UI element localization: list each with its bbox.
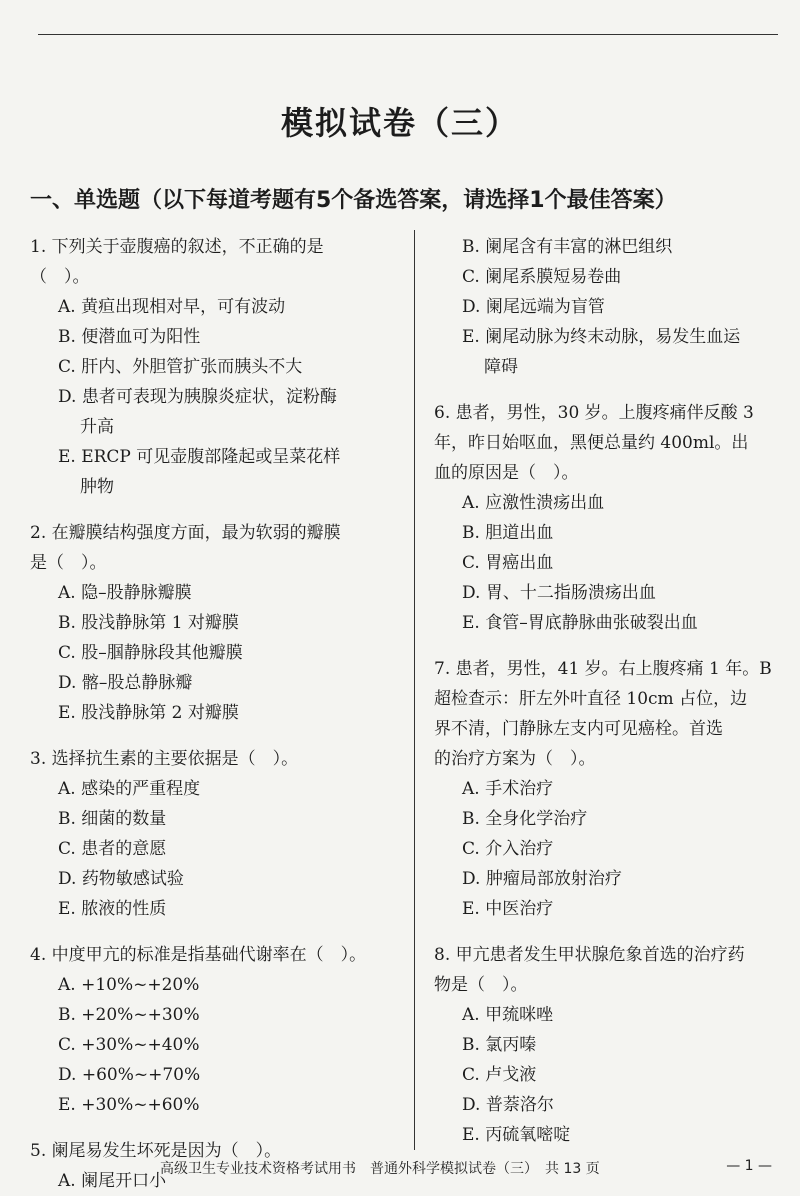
column-divider [414,230,415,1150]
answer-option: E. 丙硫氧嘧啶 [462,1125,571,1145]
question-gap [434,924,784,940]
question-stem: 是（ ）。 [30,553,107,573]
question-gap [30,728,402,744]
answer-option: E. 股浅静脉第 2 对瓣膜 [58,703,239,723]
answer-option: E. ERCP 可见壶腹部隆起或呈菜花样 [58,447,341,467]
answer-option: D. 阑尾远端为盲管 [462,297,605,317]
question-gap [434,638,784,654]
footer-book-title: 高级卫生专业技术资格考试用书 普通外科学模拟试卷（三） 共 13 页 [160,1161,600,1177]
answer-option: D. 肿瘤局部放射治疗 [462,869,622,889]
question-stem: （ ）。 [30,267,90,287]
answer-option: A. 黄疸出现相对早，可有波动 [58,297,286,317]
question-stem: 界不清，门静脉左支内可见癌栓。首选 [434,719,723,739]
answer-option: 升高 [80,417,114,437]
question-block [434,654,784,924]
section-heading: 一、单选题（以下每道考题有5个备选答案，请选择1个最佳答案） [30,188,677,213]
question-stem: 物是（ ）。 [434,975,528,995]
page-title: 模拟试卷（三） [280,104,519,142]
question-stem: 4. 中度甲亢的标准是指基础代谢率在（ ）。 [30,945,367,965]
question-block [434,398,784,638]
question-stem: 年，昨日始呕血，黑便总量约 400ml。出 [434,433,749,453]
answer-option: E. +30%~+60% [58,1095,200,1115]
question-block [30,744,402,924]
page-number: — 1 — [726,1158,772,1174]
question-stem: 7. 患者，男性，41 岁。右上腹疼痛 1 年。B [434,659,772,679]
answer-option: E. 阑尾动脉为终末动脉，易发生血运 [462,327,741,347]
answer-option: E. 食管–胃底静脉曲张破裂出血 [462,613,698,633]
answer-option: D. 药物敏感试验 [58,869,184,889]
question-block [30,518,402,728]
answer-option: C. 股–腘静脉段其他瓣膜 [58,643,243,663]
question-gap [30,924,402,940]
answer-option: C. 胃癌出血 [462,553,554,573]
answer-option: B. 氯丙嗪 [462,1035,537,1055]
question-stem: 血的原因是（ ）。 [434,463,579,483]
answer-option: B. 阑尾含有丰富的淋巴组织 [462,237,673,257]
answer-option: A. 感染的严重程度 [58,779,201,799]
answer-option: B. 细菌的数量 [58,809,167,829]
answer-option: C. 介入治疗 [462,839,554,859]
question-stem: 5. 阑尾易发生坏死是因为（ ）。 [30,1141,282,1161]
answer-option: D. 患者可表现为胰腺炎症状，淀粉酶 [58,387,337,407]
right-column [434,232,784,1150]
answer-option: C. +30%~+40% [58,1035,200,1055]
answer-option: B. +20%~+30% [58,1005,200,1025]
answer-option: C. 卢戈液 [462,1065,537,1085]
answer-option: B. 便潜血可为阳性 [58,327,201,347]
question-gap [434,382,784,398]
question-stem: 2. 在瓣膜结构强度方面，最为软弱的瓣膜 [30,523,341,543]
question-gap [30,1120,402,1136]
answer-option: C. 阑尾系膜短易卷曲 [462,267,622,287]
answer-option: E. 中医治疗 [462,899,554,919]
answer-option: D. +60%~+70% [58,1065,201,1085]
question-block [434,232,784,382]
answer-option: A. 阑尾开口小 [58,1171,167,1191]
answer-option: C. 肝内、外胆管扩张而胰头不大 [58,357,303,377]
header-rule [38,34,778,35]
answer-option: D. 胃、十二指肠溃疡出血 [462,583,656,603]
answer-option: B. 股浅静脉第 1 对瓣膜 [58,613,239,633]
answer-option: C. 患者的意愿 [58,839,167,859]
question-stem: 的治疗方案为（ ）。 [434,749,596,769]
question-block [434,940,784,1150]
answer-option: A. +10%~+20% [58,975,200,995]
answer-option: A. 应激性溃疡出血 [462,493,605,513]
question-gap [30,502,402,518]
answer-option: D. 普萘洛尔 [462,1095,554,1115]
answer-option: A. 隐–股静脉瓣膜 [58,583,192,603]
question-stem: 1. 下列关于壶腹癌的叙述，不正确的是 [30,237,324,257]
answer-option: 肿物 [80,477,114,497]
left-column [30,232,402,1196]
answer-option: A. 手术治疗 [462,779,554,799]
question-stem: 8. 甲亢患者发生甲状腺危象首选的治疗药 [434,945,745,965]
answer-option: A. 甲巯咪唑 [462,1005,554,1025]
answer-option: D. 髂–股总静脉瓣 [58,673,193,693]
question-block [30,940,402,1120]
answer-option: B. 胆道出血 [462,523,554,543]
question-stem: 6. 患者，男性，30 岁。上腹疼痛伴反酸 3 [434,403,754,423]
question-stem: 3. 选择抗生素的主要依据是（ ）。 [30,749,299,769]
answer-option: E. 脓液的性质 [58,899,167,919]
question-stem: 超检查示：肝左外叶直径 10cm 占位，边 [434,689,748,709]
answer-option: B. 全身化学治疗 [462,809,588,829]
question-block [30,232,402,502]
answer-option: 障碍 [484,357,518,377]
